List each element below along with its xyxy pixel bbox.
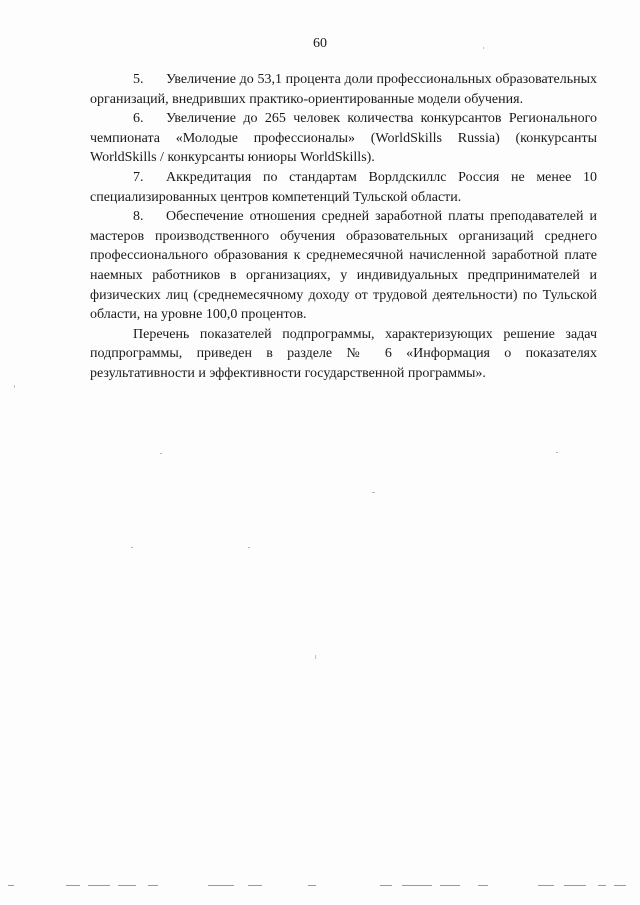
- scan-artifact: [315, 655, 316, 659]
- scan-artifact: [372, 492, 375, 493]
- closing-paragraph: Перечень показателей подпрограммы, характеризующих решение задач подпрограммы, приведен в разделе № 6 «Информация о показателях результативности и эффективности государственной программы».: [90, 326, 597, 381]
- scan-edge-noise: [8, 884, 632, 888]
- list-item-number: 7.: [133, 169, 144, 185]
- list-item-text: Аккредитация по стандартам Ворлдскиллс Россия не менее 10 специализированных центров компетенций Тульской области.: [90, 169, 597, 205]
- list-item-number: 8.: [133, 209, 144, 225]
- scan-artifact: [160, 453, 162, 454]
- list-item-text: Увеличение до 265 человек количества конкурсантов Регионального чемпионата «Молодые профессионалы» (WorldSkills Russia) (конкурсанты WorldSkills / конкурсанты юниоры WorldSkills).: [90, 111, 597, 166]
- page-number: 60: [313, 36, 327, 51]
- list-item-text: Увеличение до 53,1 процента доли профессиональных образовательных организаций, внедривших практико-ориентированные модели обучения.: [90, 72, 597, 107]
- list-item-number: 5.: [133, 72, 144, 87]
- scan-artifact: [14, 385, 15, 388]
- list-item-6: [90, 109, 597, 168]
- list-item-number: 6.: [133, 111, 144, 127]
- document-body: [90, 70, 597, 384]
- list-item-5: [90, 70, 597, 109]
- list-item-text: Обеспечение отношения средней заработной платы преподавателей и мастеров производственного обучения образовательных организаций среднего профессионального образования к среднемесячной начисленной заработной плате наемных работников в организациях, у индивидуальных предпринимателей и физических лиц (среднемесячному доходу от трудовой деятельности) по Тульской области, на уровне 100,0 процентов.: [90, 209, 597, 323]
- scan-artifact: [483, 47, 484, 49]
- scan-artifact: [248, 547, 250, 548]
- list-item-7: [90, 168, 597, 207]
- scan-artifact: [131, 547, 133, 548]
- scan-artifact: [556, 452, 558, 453]
- list-item-8: [90, 207, 597, 325]
